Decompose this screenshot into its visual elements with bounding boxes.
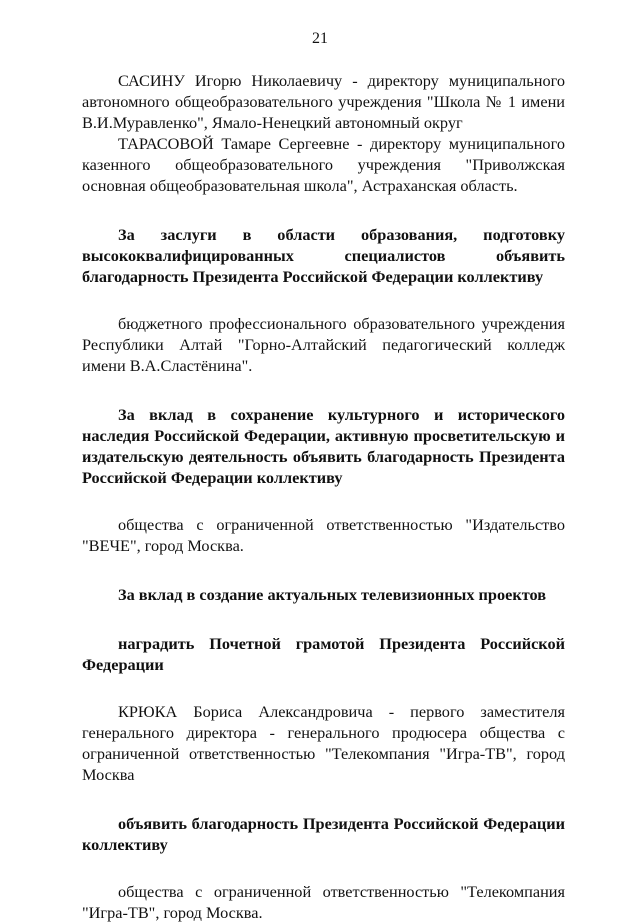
section-heading-heritage: За вклад в сохранение культурного и исторического наследия Российской Федерации, активную просветительскую и издательскую деятельность объявить благодарность Президента Российской Федерации коллективу [82,405,565,487]
section-heading-award: наградить Почетной грамотой Президента Российской Федерации [82,634,565,674]
document-body [82,70,565,923]
award-paragraph-veche: общества с ограниченной ответственностью "Издательство "ВЕЧЕ", город Москва. [82,515,565,555]
section-heading-gratitude: объявить благодарность Президента Российской Федерации коллективу [82,814,565,854]
section-heading-tv: За вклад в создание актуальных телевизионных проектов [118,585,547,604]
award-paragraph-tarasova: ТАРАСОВОЙ Тамаре Сергеевне - директору муниципального казенного общеобразовательного учреждения "Приволжская основная общеобразовательная школа", Астраханская область. [82,134,565,195]
page-number: 21 [312,30,328,47]
award-paragraph-kryuk: КРЮКА Бориса Александровича - первого заместителя генерального директора - генерального продюсера общества с ограниченной ответственностью "Телекомпания "Игра-ТВ", город Москва [82,702,565,784]
award-paragraph-gorno-altaisk: бюджетного профессионального образовательного учреждения Республики Алтай "Горно-Алтайский педагогический колледж имени В.А.Сластёнина". [82,314,565,375]
section-heading-education: За заслуги в области образования, подготовку высококвалифицированных специалистов объявить благодарность Президента Российской Федерации коллективу [82,225,565,286]
award-paragraph-sasin: САСИНУ Игорю Николаевичу - директору муниципального автономного общеобразовательного учреждения "Школа № 1 имени В.И.Муравленко", Ямало-Ненецкий автономный округ [82,71,565,132]
award-paragraph-igra-tv: общества с ограниченной ответственностью "Телекомпания "Игра-ТВ", город Москва. [82,882,565,922]
